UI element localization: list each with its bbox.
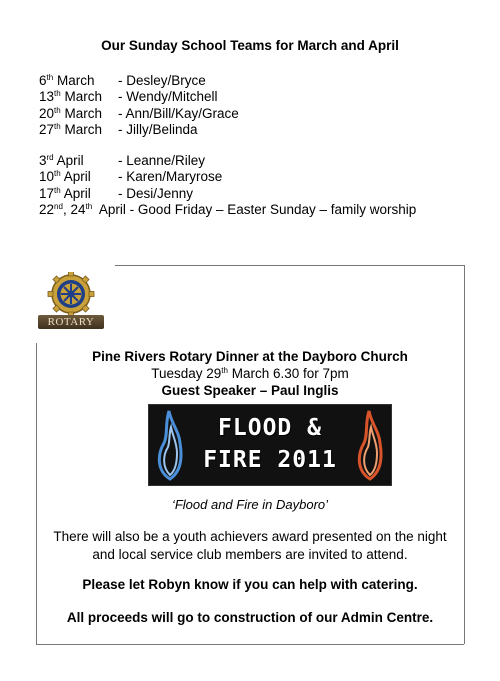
rotary-wheel-icon <box>36 272 106 318</box>
banner-line-2: FIRE 2011 <box>203 447 337 473</box>
schedule-date: 3rd April <box>39 153 84 168</box>
schedule-team: - Jilly/Belinda <box>118 121 198 137</box>
flood-fire-banner <box>148 404 392 486</box>
schedule-date: 6th March <box>39 73 95 88</box>
schedule-date: 17th April <box>39 185 91 201</box>
easter-row: 22nd, 24th April - Good Friday – Easter Sunday – family worship <box>39 201 417 217</box>
schedule-team: - Desi/Jenny <box>118 185 194 201</box>
schedule-team: - Karen/Maryrose <box>118 169 223 185</box>
schedule-row <box>39 186 416 202</box>
banner-caption: ‘Flood and Fire in Dayboro’ <box>171 497 329 512</box>
schedule-team: - Leanne/Riley <box>118 153 206 168</box>
box-border-bottom <box>36 644 464 645</box>
schedule-team: - Ann/Bill/Kay/Grace <box>118 105 239 121</box>
box-border-right <box>464 265 465 644</box>
rotary-logo <box>36 272 106 332</box>
schedule-team: - Desley/Bryce <box>118 73 206 88</box>
sunday-school-title: Our Sunday School Teams for March and April <box>101 38 399 53</box>
schedule-date: 10th April <box>39 169 91 185</box>
rotary-dinner-date: Tuesday 29th March 6.30 for 7pm <box>151 366 349 381</box>
schedule-date: 20th March <box>39 105 102 121</box>
guest-speaker: Guest Speaker – Paul Inglis <box>161 383 339 398</box>
proceeds-note: All proceeds will go to construction of our Admin Centre. <box>66 610 434 625</box>
schedule-date: 27th March <box>39 121 102 137</box>
banner-line-1: FLOOD & <box>218 415 322 441</box>
schedule-date: 13th March <box>39 89 102 105</box>
schedule-row <box>39 153 416 169</box>
april-schedule <box>39 153 416 218</box>
catering-request: Please let Robyn know if you can help with catering. <box>82 577 418 592</box>
rotary-dinner-heading: Pine Rivers Rotary Dinner at the Dayboro Church <box>92 349 408 364</box>
easter-text: April - Good Friday – Easter Sunday – family worship <box>98 201 417 217</box>
youth-award-text: There will also be a youth achievers award presented on the night and local service club members are invited to attend. <box>53 529 447 562</box>
schedule-row <box>39 169 416 185</box>
box-border-top <box>115 265 464 266</box>
rotary-logo-word: ROTARY <box>38 315 104 329</box>
schedule-team: - Wendy/Mitchell <box>118 89 218 105</box>
